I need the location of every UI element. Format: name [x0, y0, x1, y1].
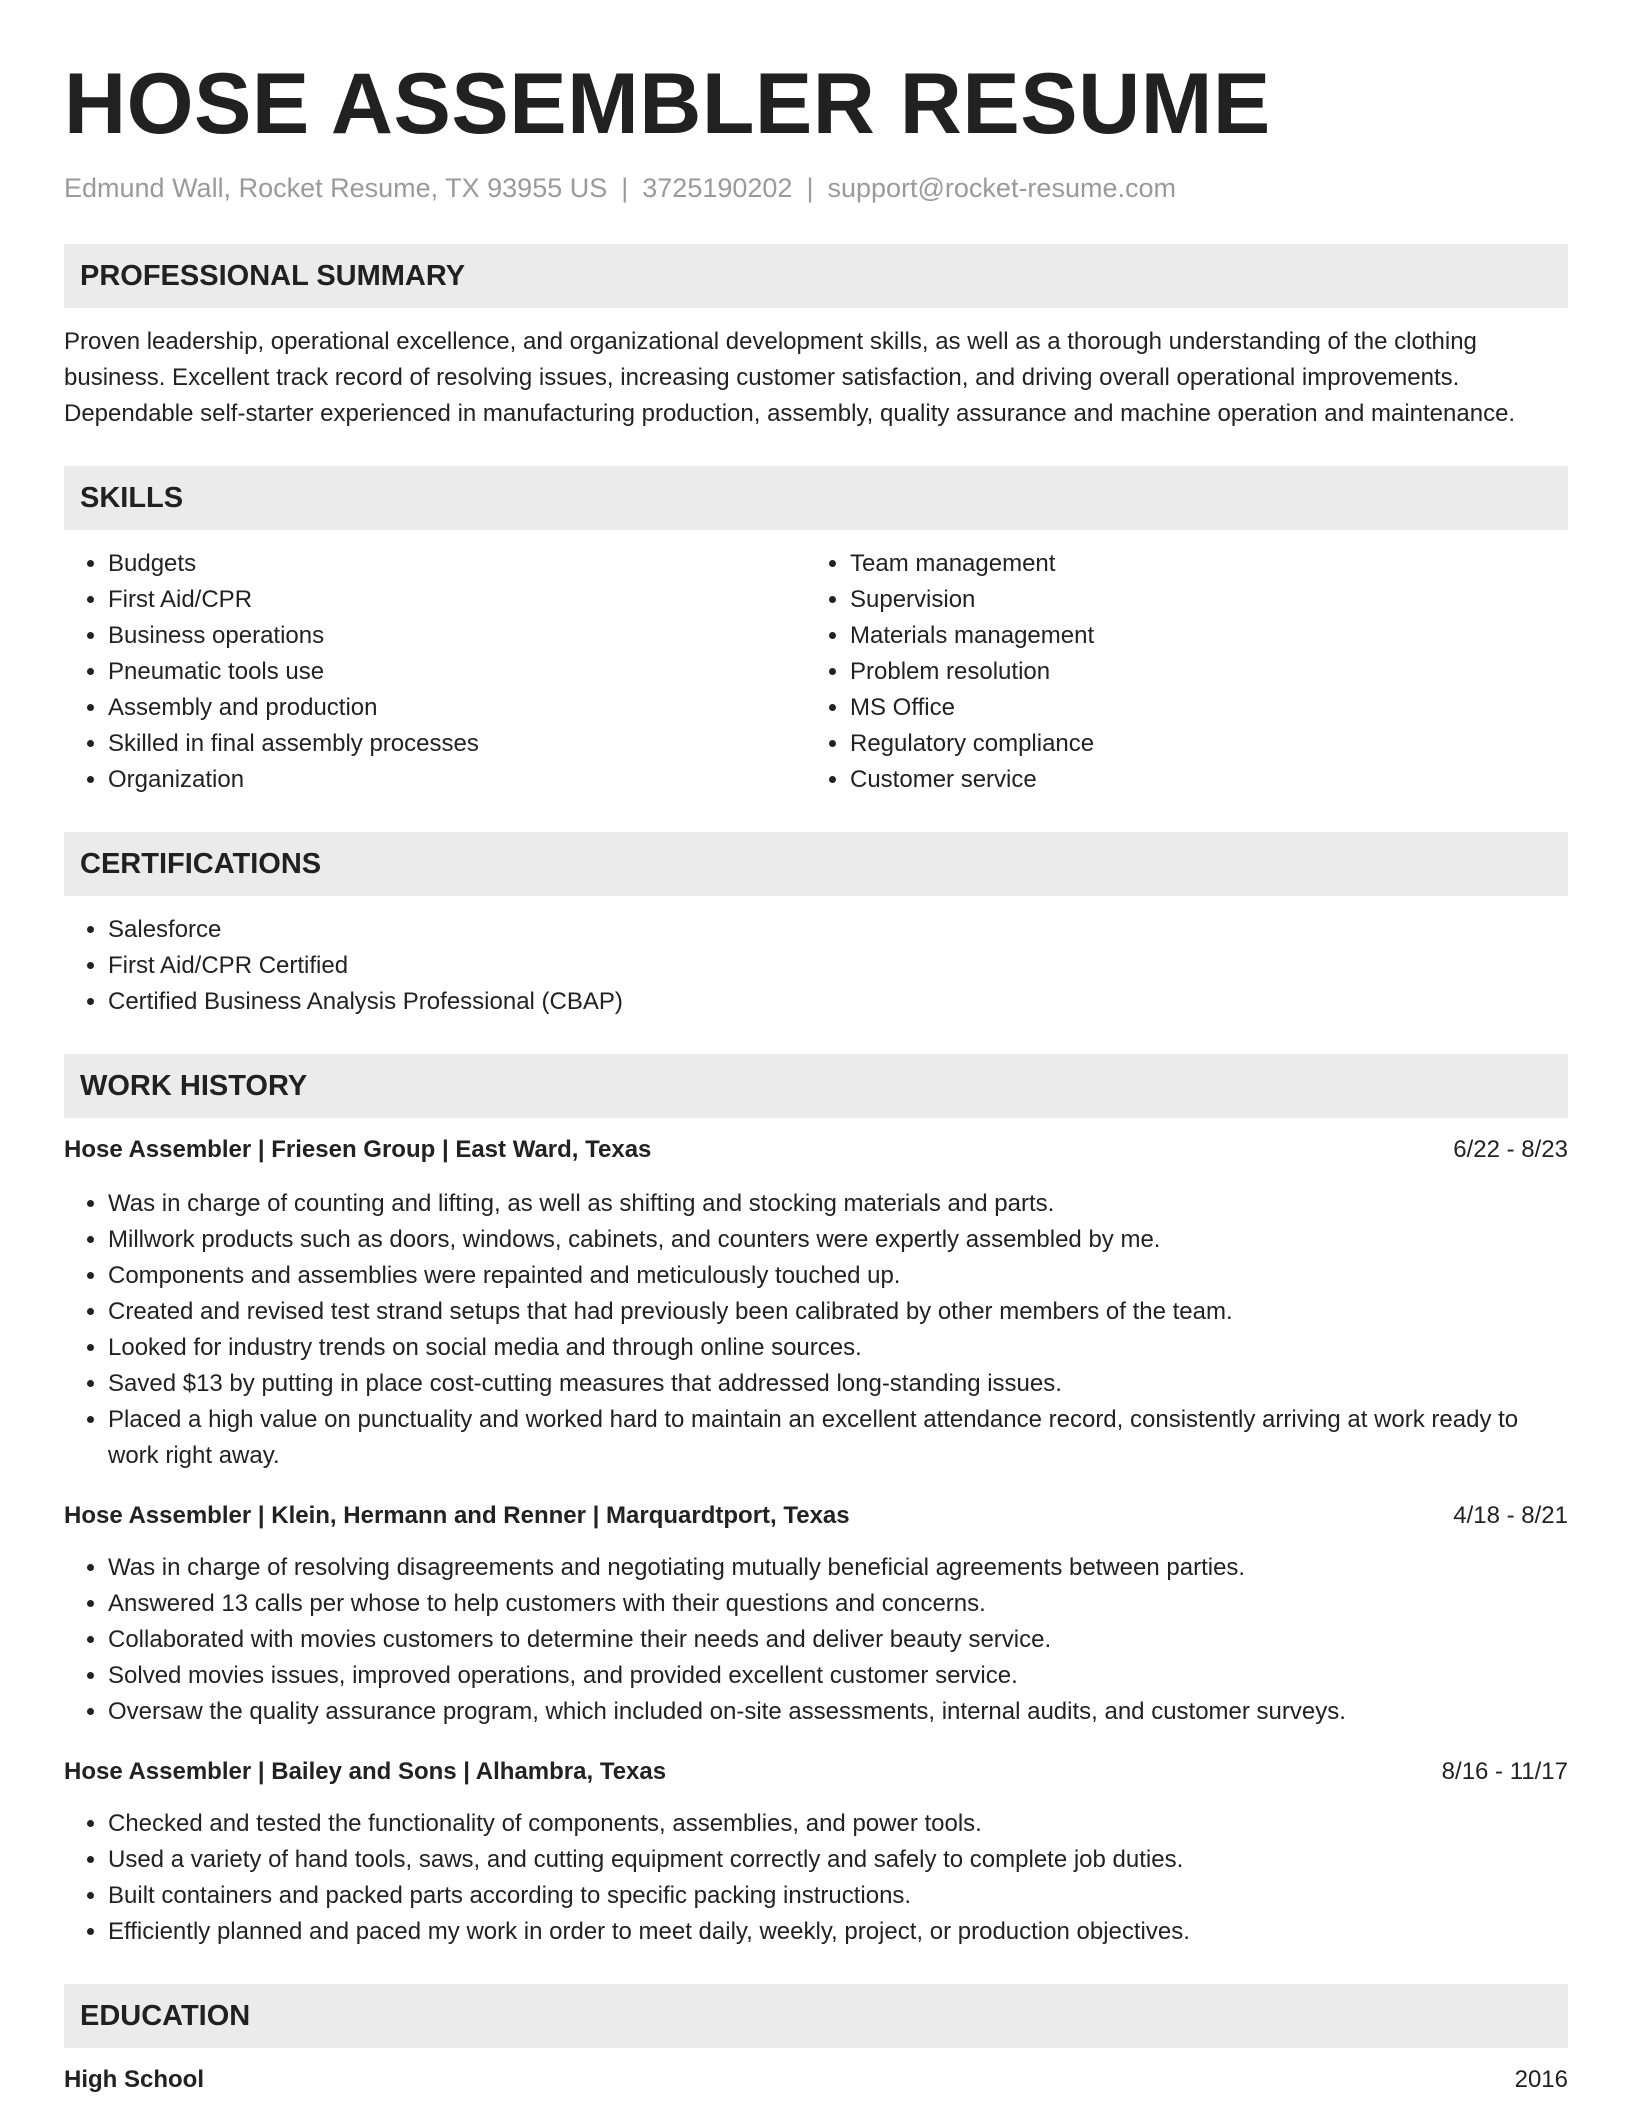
- job-dates: 4/18 - 8/21: [1453, 1502, 1568, 1529]
- job-duty: • Placed a high value on punctuality and worked hard to maintain an excellent attendance record, consistently arriving at work ready to work right away.: [108, 1402, 1568, 1474]
- section-heading-summary: PROFESSIONAL SUMMARY: [64, 244, 1568, 308]
- job-duty: • Efficiently planned and paced my work in order to meet daily, weekly, project, or production objectives.: [108, 1914, 1568, 1950]
- job-entry: [64, 1132, 1568, 1474]
- skills-list: [64, 546, 1568, 798]
- contact-email: support@rocket-resume.com: [827, 173, 1176, 203]
- skill-item: • Regulatory compliance: [850, 726, 1548, 762]
- section-heading-education: EDUCATION: [64, 1984, 1568, 2048]
- section-heading-skills: SKILLS: [64, 466, 1568, 530]
- job-duty: • Collaborated with movies customers to determine their needs and deliver beauty service.: [108, 1622, 1568, 1658]
- education-entry: [64, 2062, 1568, 2098]
- job-duty: • Answered 13 calls per whose to help customers with their questions and concerns.: [108, 1586, 1568, 1622]
- skill-item: • Skilled in final assembly processes: [108, 726, 806, 762]
- skill-item: • MS Office: [850, 690, 1548, 726]
- job-title: Hose Assembler | Bailey and Sons | Alhambra, Texas: [64, 1758, 667, 1785]
- contact-separator: |: [806, 173, 814, 203]
- skill-item: • Business operations: [108, 618, 806, 654]
- job-duty: • Built containers and packed parts according to specific packing instructions.: [108, 1878, 1568, 1914]
- job-dates: 8/16 - 11/17: [1441, 1758, 1568, 1785]
- certification-item: • Certified Business Analysis Professional (CBAP): [108, 984, 1568, 1020]
- job-header: [64, 1754, 1568, 1790]
- job-dates: 6/22 - 8/23: [1453, 1136, 1568, 1163]
- job-duty: • Created and revised test strand setups that had previously been calibrated by other members of the team.: [108, 1294, 1568, 1330]
- education-school: High School: [64, 2066, 204, 2093]
- skill-item: • Team management: [850, 546, 1548, 582]
- skill-item: • Problem resolution: [850, 654, 1548, 690]
- summary-line: Proven leadership, operational excellence, and organizational development skills, as well as a thorough understanding of the clothing: [64, 328, 1477, 355]
- skill-item: • Pneumatic tools use: [108, 654, 806, 690]
- job-duties-list: [64, 1186, 1568, 1474]
- job-duty: • Saved $13 by putting in place cost-cutting measures that addressed long-standing issues.: [108, 1366, 1568, 1402]
- job-duty: • Oversaw the quality assurance program, which included on-site assessments, internal audits, and customer surveys.: [108, 1694, 1568, 1730]
- contact-address: Edmund Wall, Rocket Resume, TX 93955 US: [64, 173, 608, 203]
- education-year: 2016: [1514, 2066, 1568, 2093]
- skill-item: • Materials management: [850, 618, 1548, 654]
- certification-item: • First Aid/CPR Certified: [108, 948, 1568, 984]
- section-heading-certifications: CERTIFICATIONS: [64, 832, 1568, 896]
- job-duty: • Looked for industry trends on social media and through online sources.: [108, 1330, 1568, 1366]
- summary-line: business. Excellent track record of resolving issues, increasing customer satisfaction, and driving overall operational improvements.: [64, 364, 1460, 391]
- job-header: [64, 1498, 1568, 1534]
- skill-item: • Supervision: [850, 582, 1548, 618]
- skills-column-left: [64, 546, 806, 798]
- contact-line: [64, 170, 1568, 206]
- job-title: Hose Assembler | Friesen Group | East Ward, Texas: [64, 1136, 652, 1163]
- job-entry: [64, 1498, 1568, 1730]
- resume-page: [64, 0, 1568, 2098]
- contact-phone: 3725190202: [642, 173, 793, 203]
- job-duty: • Was in charge of resolving disagreements and negotiating mutually beneficial agreements between parties.: [108, 1550, 1568, 1586]
- job-duties-list: [64, 1806, 1568, 1950]
- skill-item: • First Aid/CPR: [108, 582, 806, 618]
- job-header: [64, 1132, 1568, 1168]
- skill-item: • Budgets: [108, 546, 806, 582]
- skill-item: • Customer service: [850, 762, 1548, 798]
- resume-title: HOSE ASSEMBLER RESUME: [64, 56, 1271, 152]
- summary-text: [64, 324, 1568, 432]
- job-duty: • Used a variety of hand tools, saws, and cutting equipment correctly and safely to complete job duties.: [108, 1842, 1568, 1878]
- skill-item: • Assembly and production: [108, 690, 806, 726]
- skills-column-right: [806, 546, 1548, 798]
- section-heading-work-history: WORK HISTORY: [64, 1054, 1568, 1118]
- job-duty: • Solved movies issues, improved operations, and provided excellent customer service.: [108, 1658, 1568, 1694]
- job-entry: [64, 1754, 1568, 1950]
- job-duty: • Was in charge of counting and lifting, as well as shifting and stocking materials and parts.: [108, 1186, 1568, 1222]
- job-duty: • Checked and tested the functionality of components, assemblies, and power tools.: [108, 1806, 1568, 1842]
- job-duties-list: [64, 1550, 1568, 1730]
- job-title: Hose Assembler | Klein, Hermann and Renner | Marquardtport, Texas: [64, 1502, 850, 1529]
- certifications-list: [64, 912, 1568, 1020]
- certification-item: • Salesforce: [108, 912, 1568, 948]
- summary-line: Dependable self-starter experienced in manufacturing production, assembly, quality assurance and machine operation and maintenance.: [64, 400, 1516, 427]
- job-duty: • Components and assemblies were repainted and meticulously touched up.: [108, 1258, 1568, 1294]
- job-duty: • Millwork products such as doors, windows, cabinets, and counters were expertly assembled by me.: [108, 1222, 1568, 1258]
- skill-item: • Organization: [108, 762, 806, 798]
- contact-separator: |: [621, 173, 629, 203]
